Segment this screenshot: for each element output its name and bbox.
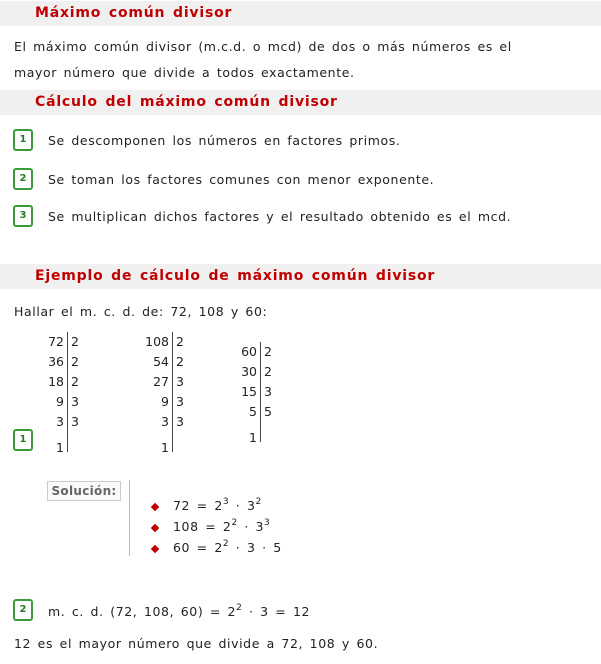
divisor [67,432,71,452]
dividend: 72 [48,334,64,349]
divisor [260,422,264,442]
divisor: 3 [67,412,79,432]
dividend: 1 [56,440,64,455]
divisor: 3 [67,392,79,412]
divisor: 2 [67,352,79,372]
solution-line-72: $72 = 2^3 \cdot 3^2$ [152,497,262,513]
divisor: 2 [260,342,272,362]
solution-divider [129,480,130,556]
dividend: 30 [241,364,257,379]
divisor: 2 [172,352,184,372]
divisor: 2 [260,362,272,382]
dividend: 1 [249,430,257,445]
divisor: 3 [172,412,184,432]
dividend: 15 [241,384,257,399]
intro-line-2: mayor número que divide a todos exactamente. [14,65,355,80]
dividend: 3 [161,414,169,429]
divisor: 5 [260,402,272,422]
factorization-72 [40,332,79,455]
intro-line-1: El máximo común divisor (m.c.d. o mcd) de dos o más números es el [14,39,512,54]
dividend: 54 [153,354,169,369]
step-badge-2: 2 [13,168,33,190]
mcd-result: m. c. d. (72, 108, $60) = 2^2 \cdot 3 = 12$ [48,603,311,619]
divisor: 2 [67,372,79,392]
step-text-3: Se multiplican dichos factores y el resultado obtenido es el mcd. [48,209,512,224]
factorization-60 [235,342,272,445]
divisor: 2 [172,332,184,352]
dividend: 3 [56,414,64,429]
dividend: 60 [241,344,257,359]
step-badge-3: 3 [13,205,33,227]
dividend: 9 [161,394,169,409]
section-title-mcd: Máximo común divisor [0,1,601,26]
step-text-2: Se toman los factores comunes con menor exponente. [48,172,435,187]
step-text-1: Se descomponen los números en factores primos. [48,133,401,148]
divisor: 3 [172,372,184,392]
divisor [172,432,176,452]
divisor: 3 [172,392,184,412]
divisor: 3 [260,382,272,402]
example-badge-2: 2 [13,599,33,621]
divisor: 2 [67,332,79,352]
example-badge-1: 1 [13,429,33,451]
dividend: 36 [48,354,64,369]
diamond-bullet-icon [151,544,159,552]
factorization-108 [139,332,184,455]
dividend: 1 [161,440,169,455]
section-title-ejemplo: Ejemplo de cálculo de máximo común divisor [0,264,601,289]
dividend: 5 [249,404,257,419]
solution-line-108: $108 = 2^2 \cdot 3^3$ [152,518,270,534]
dividend: 9 [56,394,64,409]
diamond-bullet-icon [151,502,159,510]
dividend: 108 [145,334,169,349]
example-prompt: Hallar el m. c. d. de: 72, 108 y 60: [14,304,268,319]
dividend: 18 [48,374,64,389]
dividend: 27 [153,374,169,389]
section-title-calculo: Cálculo del máximo común divisor [0,90,601,115]
step-badge-1: 1 [13,129,33,151]
conclusion: 12 es el mayor número que divide a 72, 108 y 60. [14,636,379,651]
solution-label: Solución: [47,481,121,501]
diamond-bullet-icon [151,523,159,531]
solution-line-60: $60 = 2^2 \cdot 3 \cdot 5$ [152,539,282,555]
